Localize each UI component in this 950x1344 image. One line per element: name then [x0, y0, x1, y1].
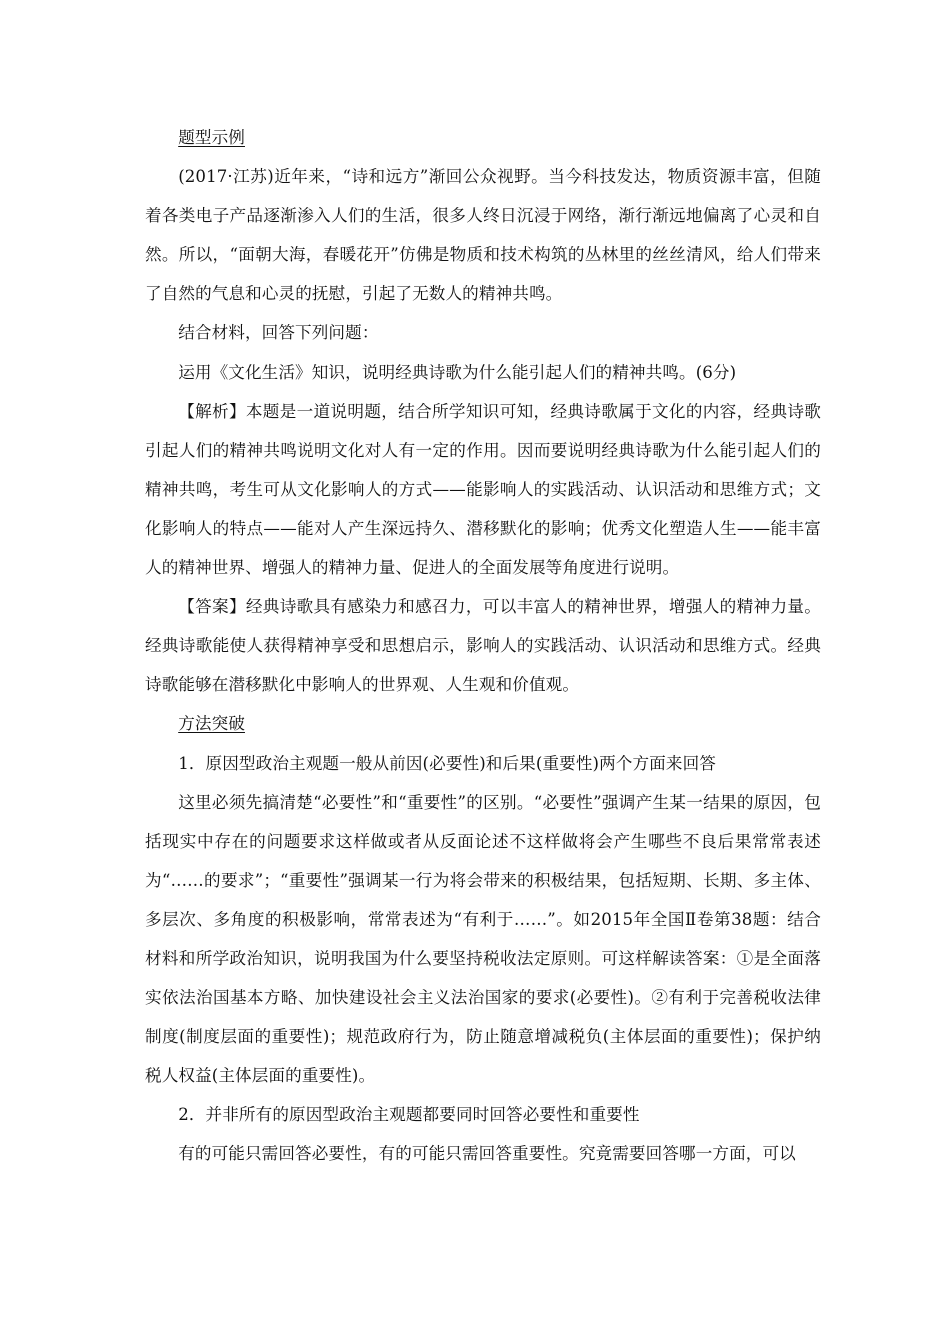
document-page: [145, 118, 821, 1174]
answer-paragraph: 【答案】经典诗歌具有感染力和感召力，可以丰富人的精神世界，增强人的精神力量。经典诗歌能使人获得精神享受和思想启示，影响人的实践活动、认识活动和思维方式。经典诗歌能够在潜移默化中影响人的世界观、人生观和价值观。: [145, 597, 821, 695]
point-2-body: 有的可能只需回答必要性，有的可能只需回答重要性。究竟需要回答哪一方面，可以: [178, 1144, 796, 1164]
point-1-body: 这里必须先搞清楚“必要性”和“重要性”的区别。“必要性”强调产生某一结果的原因，包括现实中存在的问题要求这样做或者从反面论述不这样做将会产生哪些不良后果常常表述为“……的要求”；“重要性”强调某一行为将会带来的积极结果，包括短期、长期、多主体、多层次、多角度的积极影响，常常表述为“有利于……”。如2015年全国Ⅱ卷第38题：结合材料和所学政治知识，说明我国为什么要坚持税收法定原则。可这样解读答案：①是全面落实依法治国基本方略、加快建设社会主义法治国家的要求(必要性)。②有利于完善税收法律制度(制度层面的重要性)；规范政府行为，防止随意增减税负(主体层面的重要性)；保护纳税人权益(主体层面的重要性)。: [145, 792, 821, 1086]
point-1-title: 1．原因型政治主观题一般从前因(必要性)和后果(重要性)两个方面来回答: [178, 753, 716, 773]
question-line: 运用《文化生活》知识，说明经典诗歌为什么能引起人们的精神共鸣。(6分): [178, 362, 737, 382]
point-2-title: 2．并非所有的原因型政治主观题都要同时回答必要性和重要性: [178, 1105, 640, 1125]
section-heading-example: 题型示例: [178, 128, 245, 147]
source-material-paragraph: (2017·江苏)近年来，“诗和远方”渐回公众视野。当今科技发达，物质资源丰富，但随着各类电子产品逐渐渗入人们的生活，很多人终日沉浸于网络，渐行渐远地偏离了心灵和自然。所以，“面朝大海，春暖花开”仿佛是物质和技术构筑的丛林里的丝丝清风，给人们带来了自然的气息和心灵的抚慰，引起了无数人的精神共鸣。: [145, 167, 821, 304]
analysis-paragraph: 【解析】本题是一道说明题，结合所学知识可知，经典诗歌属于文化的内容，经典诗歌引起人们的精神共鸣说明文化对人有一定的作用。因而要说明经典诗歌为什么能引起人们的精神共鸣，考生可从文化影响人的方式——能影响人的实践活动、认识活动和思维方式；文化影响人的特点——能对人产生深远持久、潜移默化的影响；优秀文化塑造人生——能丰富人的精神世界、增强人的精神力量、促进人的全面发展等角度进行说明。: [145, 401, 821, 578]
section-heading-method: 方法突破: [178, 714, 245, 734]
instruction-line: 结合材料，回答下列问题：: [178, 323, 379, 343]
